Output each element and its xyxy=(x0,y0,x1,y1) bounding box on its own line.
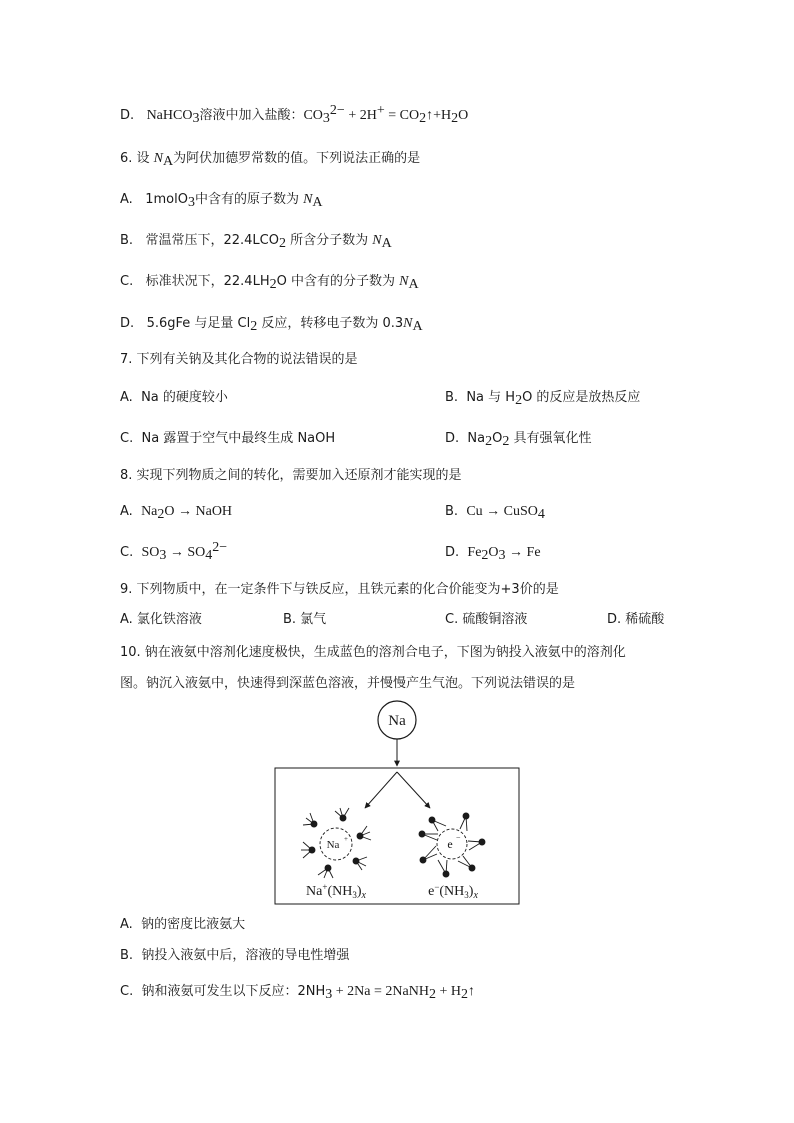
option-8c[interactable]: C. $SO_3 \to SO_4^{2-}$ xyxy=(120,540,228,563)
option-7a[interactable]: A. Na 的硬度较小 xyxy=(120,390,228,405)
option-6b[interactable]: B. 常温常压下，$22.4LCO_2$ 所含分子数为 $N_A$ xyxy=(120,233,392,251)
option-6a[interactable]: A. 1molO$_3$中含有的原子数为 $N_A$ xyxy=(120,192,323,210)
question-10-line-2: 图。钠沉入液氨中，快速得到深蓝色溶液，并慢慢产生气泡。下列说法错误的是 xyxy=(120,676,576,691)
caption-sodium-ammonia: $Na^+(NH_3)_x$ xyxy=(306,882,366,901)
option-d-prev[interactable]: D. NaHCO$_3$溶液中加入盐酸：$CO_3^{2-} + 2H^+$ = $CO_2↑+H_2O$ xyxy=(120,103,469,126)
option-8a[interactable]: A. $Na_2O$ → NaOH xyxy=(120,504,233,522)
sodium-atom-label: Na xyxy=(388,713,406,729)
svg-text:Na: Na xyxy=(326,839,340,851)
option-9c[interactable]: C. 硫酸铜溶液 xyxy=(445,612,528,627)
question-9: 9. 下列物质中，在一定条件下与铁反应，且铁元素的化合价能变为+3价的是 xyxy=(120,582,559,597)
left-split-arrow xyxy=(365,772,397,808)
question-8: 8. 实现下列物质之间的转化，需要加入还原剂才能实现的是 xyxy=(120,468,462,483)
svg-text:+: + xyxy=(344,835,348,843)
question-6: 6. 设 $N_A$为阿伏加德罗常数的值。下列说法正确的是 xyxy=(120,151,421,169)
option-10b[interactable]: B. 钠投入液氨中后，溶液的导电性增强 xyxy=(120,948,350,963)
option-7d[interactable]: D. $Na_2O_2$ 具有强氧化性 xyxy=(445,431,592,449)
option-6c[interactable]: C. 标准状况下，$22.4LH_2O$ 中含有的分子数为 $N_A$ xyxy=(120,274,419,292)
sodium-ion-solvated xyxy=(301,808,371,878)
option-9d[interactable]: D. 稀硫酸 xyxy=(607,612,665,627)
option-7b[interactable]: B. Na 与 $H_2O$ 的反应是放热反应 xyxy=(445,390,641,408)
question-10-line-1: 10. 钠在液氨中溶剂化速度极快，生成蓝色的溶剂合电子，下图为钠投入液氨中的溶剂化 xyxy=(120,645,626,660)
caption-electron-ammonia: $e^-(NH_3)_x$ xyxy=(428,882,478,901)
solvated-electron xyxy=(419,813,485,877)
option-6d[interactable]: D. 5.6gFe 与足量 $Cl_2$ 反应，转移电子数为 $0.3N_A$ xyxy=(120,316,423,334)
solvation-diagram xyxy=(270,698,524,908)
option-9a[interactable]: A. 氯化铁溶液 xyxy=(120,612,202,627)
option-7c[interactable]: C. Na 露置于空气中最终生成 NaOH xyxy=(120,431,336,446)
right-split-arrow xyxy=(397,772,430,808)
option-10a[interactable]: A. 钠的密度比液氨大 xyxy=(120,917,246,932)
option-8d[interactable]: D. $Fe_2O_3 \to Fe$ xyxy=(445,545,541,563)
question-7: 7. 下列有关钠及其化合物的说法错误的是 xyxy=(120,352,358,367)
option-8b[interactable]: B. Cu → CuSO$_4$ xyxy=(445,504,545,522)
option-10c[interactable]: C. 钠和液氨可发生以下反应：$2NH_3 + 2Na$ = 2NaNH$_2$ + $H_2↑$ xyxy=(120,984,475,1002)
option-9b[interactable]: B. 氯气 xyxy=(283,612,327,627)
svg-text:e: e xyxy=(447,837,453,851)
svg-text:−: − xyxy=(456,833,461,842)
